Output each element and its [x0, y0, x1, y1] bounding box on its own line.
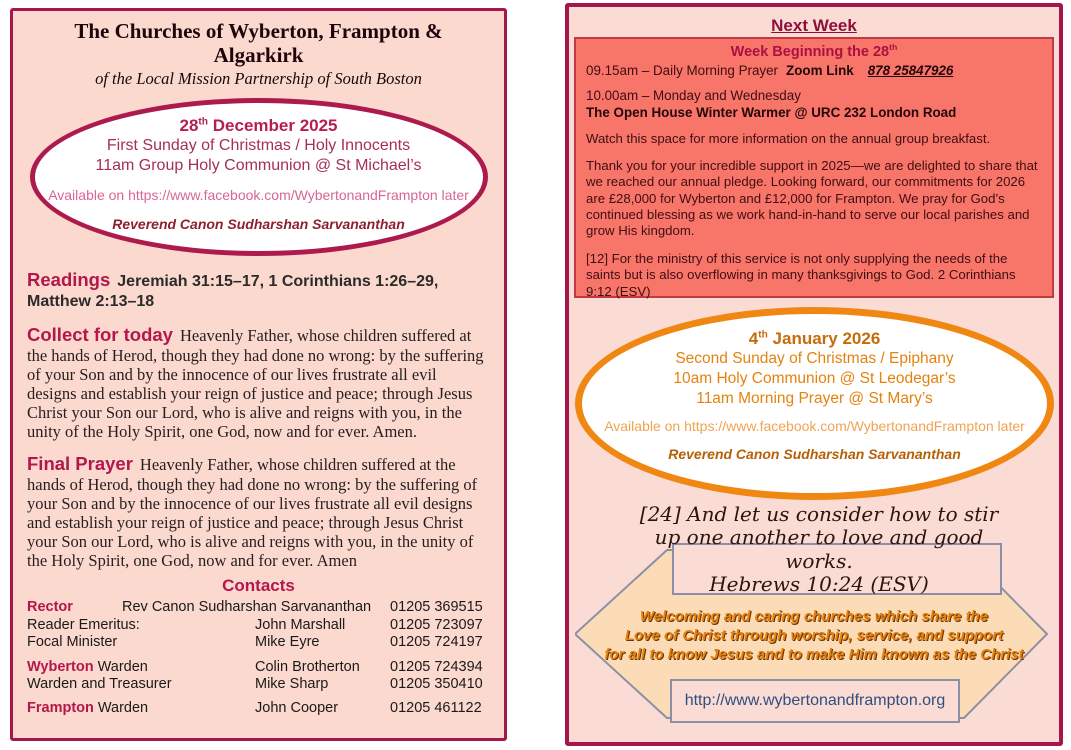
verse-reference: Hebrews 10:24 (ESV) [709, 572, 929, 597]
contact-row [27, 659, 490, 676]
mission-line: for all to know Jesus and to make Him known as the Christ [604, 645, 1024, 663]
week-notices-box [574, 37, 1054, 298]
contact-phone: 01205 724394 [390, 658, 483, 675]
contact-role-highlight: Rector [27, 599, 73, 616]
next-service-time2: 11am Morning Prayer @ St Mary’s [696, 390, 933, 408]
contact-row [27, 634, 490, 651]
next-week-service-oval [575, 307, 1054, 500]
contacts-heading: Contacts [222, 576, 295, 596]
contact-role-highlight: Wyberton [27, 658, 94, 675]
breakfast-notice: Watch this space for more information on the annual group breakfast. [586, 130, 991, 146]
left-panel-body [13, 268, 504, 718]
next-service-date-day: 4 [748, 329, 759, 348]
contact-phone: 01205 723097 [390, 616, 483, 633]
contact-phone: 01205 461122 [390, 700, 482, 717]
morning-prayer-text: 09.15am – Daily Morning Prayer [586, 62, 779, 78]
contact-role [27, 676, 255, 693]
contact-name: Rev Canon Sudharshan Sarvananthan [122, 599, 372, 616]
mission-line: Love of Christ through worship, service, and support [624, 626, 1004, 644]
contact-phone: 01205 369515 [390, 599, 483, 616]
contact-name: Mike Eyre [255, 634, 320, 651]
hebrews-verse [634, 503, 1004, 597]
verse-line: up one another to love and good works. [654, 525, 984, 573]
left-panel [10, 8, 507, 741]
morning-prayer-line [586, 63, 1042, 80]
contact-role-rest: Warden [93, 700, 149, 717]
next-service-time1: 10am Holy Communion @ St Leodegar’s [673, 370, 956, 388]
contact-role-rest: Focal Minister [27, 634, 118, 651]
contacts-table [27, 599, 490, 717]
right-panel [565, 3, 1063, 746]
collect-block [27, 324, 490, 441]
contact-role-rest: Reader Emeritus: [27, 616, 140, 633]
contact-name: Mike Sharp [255, 676, 329, 692]
contact-name: John Cooper [255, 700, 339, 717]
church-title: The Churches of Wyberton, Frampton & Algarkirk [74, 19, 443, 68]
minister-name: Reverend Canon Sudharshan Sarvananthan [668, 446, 961, 463]
service-occasion: First Sunday of Christmas / Holy Innocents [106, 137, 411, 155]
open-house-event: The Open House Winter Warmer @ URC 232 London Road [586, 105, 957, 121]
mission-statement [579, 608, 1049, 664]
service-date-day: 28 [179, 116, 199, 136]
next-week-heading: Next Week [771, 16, 857, 35]
contact-name: Colin Brotherton [255, 658, 360, 675]
church-subtitle: of the Local Mission Partnership of South Boston [95, 69, 422, 89]
scripture-paragraph: [12] For the ministry of this service is not only supplying the needs of the saints but is also overflowing in many thanksgivings to God. 2 Corinthians 9:12 (ESV) [586, 250, 1016, 299]
contact-row [27, 599, 490, 616]
final-prayer-text: Heavenly Father, whose children suffered at the hands of Herod, though they had done no wrong: by the suffering of your Son and by the innocence of our lives frustrate all evil designs and establish your reign of justice and peace; through Jesus Christ your Son our Lord, who is alive and reigns with you, in the unity of the Holy Spirit, one God, now and for ever. Amen [27, 455, 478, 571]
collect-text: Heavenly Father, whose children suffered at the hands of Herod, though they had done no wrong: by the suffering of your Son and by the innocence of our lives frustrate all evil designs and establish your reign of justice and peace; through Jesus Christ your Son our Lord, who is alive and reigns with you, in the unity of the Holy Spirit, one God, now and for ever. Amen. [27, 326, 484, 442]
service-date-suffix: th [198, 116, 209, 128]
contact-row [27, 676, 490, 693]
contact-role [27, 700, 255, 717]
readings-text: Jeremiah 31:15–17, 1 Corinthians 1:26–29, Matthew 2:13–18 [27, 273, 439, 311]
contact-role-highlight: Frampton [27, 700, 94, 717]
contact-role-rest: Warden and Treasurer [27, 676, 172, 692]
mission-line: Welcoming and caring churches which share the [639, 608, 989, 625]
website-link-box [670, 679, 960, 723]
next-service-date [582, 329, 1047, 349]
service-date [35, 116, 483, 136]
next-service-occasion: Second Sunday of Christmas / Epiphany [675, 350, 954, 367]
contact-role [27, 599, 122, 616]
service-time-place: 11am Group Holy Communion @ St Michael’s [95, 157, 422, 175]
collect-label: Collect for today [27, 324, 173, 346]
zoom-link-label: Zoom Link [786, 62, 854, 78]
service-date-rest: December 2025 [208, 116, 338, 136]
contact-phone: 01205 350410 [390, 676, 483, 692]
week-beginning-suffix: th [889, 42, 898, 52]
this-week-service-oval [30, 98, 488, 256]
website-url-link[interactable]: http://www.wybertonandframpton.org [684, 692, 946, 709]
open-house-days: 10.00am – Monday and Wednesday [586, 88, 801, 104]
final-prayer-label: Final Prayer [27, 453, 133, 475]
contact-role-rest: Warden [93, 658, 148, 675]
week-beginning-text: Week Beginning the 28 [730, 43, 890, 60]
week-beginning-title [586, 42, 1042, 62]
verse-line: [24] And let us consider how to stir [639, 502, 999, 526]
final-prayer-block [27, 453, 490, 570]
readings-block [27, 268, 490, 312]
next-service-date-rest: January 2026 [767, 329, 881, 348]
contact-role [27, 634, 255, 651]
facebook-availability-link[interactable]: Available on https://www.facebook.com/WybertonandFrampton later [604, 418, 1025, 435]
contact-name: John Marshall [255, 616, 346, 633]
contact-role [27, 659, 255, 676]
contact-phone: 01205 724197 [390, 634, 483, 651]
pledge-paragraph: Thank you for your incredible support in 2025—we are delighted to share that we reached our annual pledge. Looking forward, our commitments for 2026 are £28,000 for Wyberton and £12,000 for Frampton. We pray for God’s continued blessing as we work hand-in-hand to serve our local parishes and grow His kingdom. [586, 157, 1038, 239]
zoom-meeting-number-link[interactable]: 878 25847926 [867, 62, 954, 78]
next-service-date-suffix: th [758, 329, 768, 341]
contact-row [27, 617, 490, 634]
readings-label: Readings [27, 269, 111, 291]
contact-row [27, 700, 490, 717]
minister-name: Reverend Canon Sudharshan Sarvananthan [112, 216, 405, 233]
facebook-availability-link[interactable]: Available on https://www.facebook.com/WybertonandFrampton later [48, 187, 469, 204]
contact-role [27, 617, 255, 634]
